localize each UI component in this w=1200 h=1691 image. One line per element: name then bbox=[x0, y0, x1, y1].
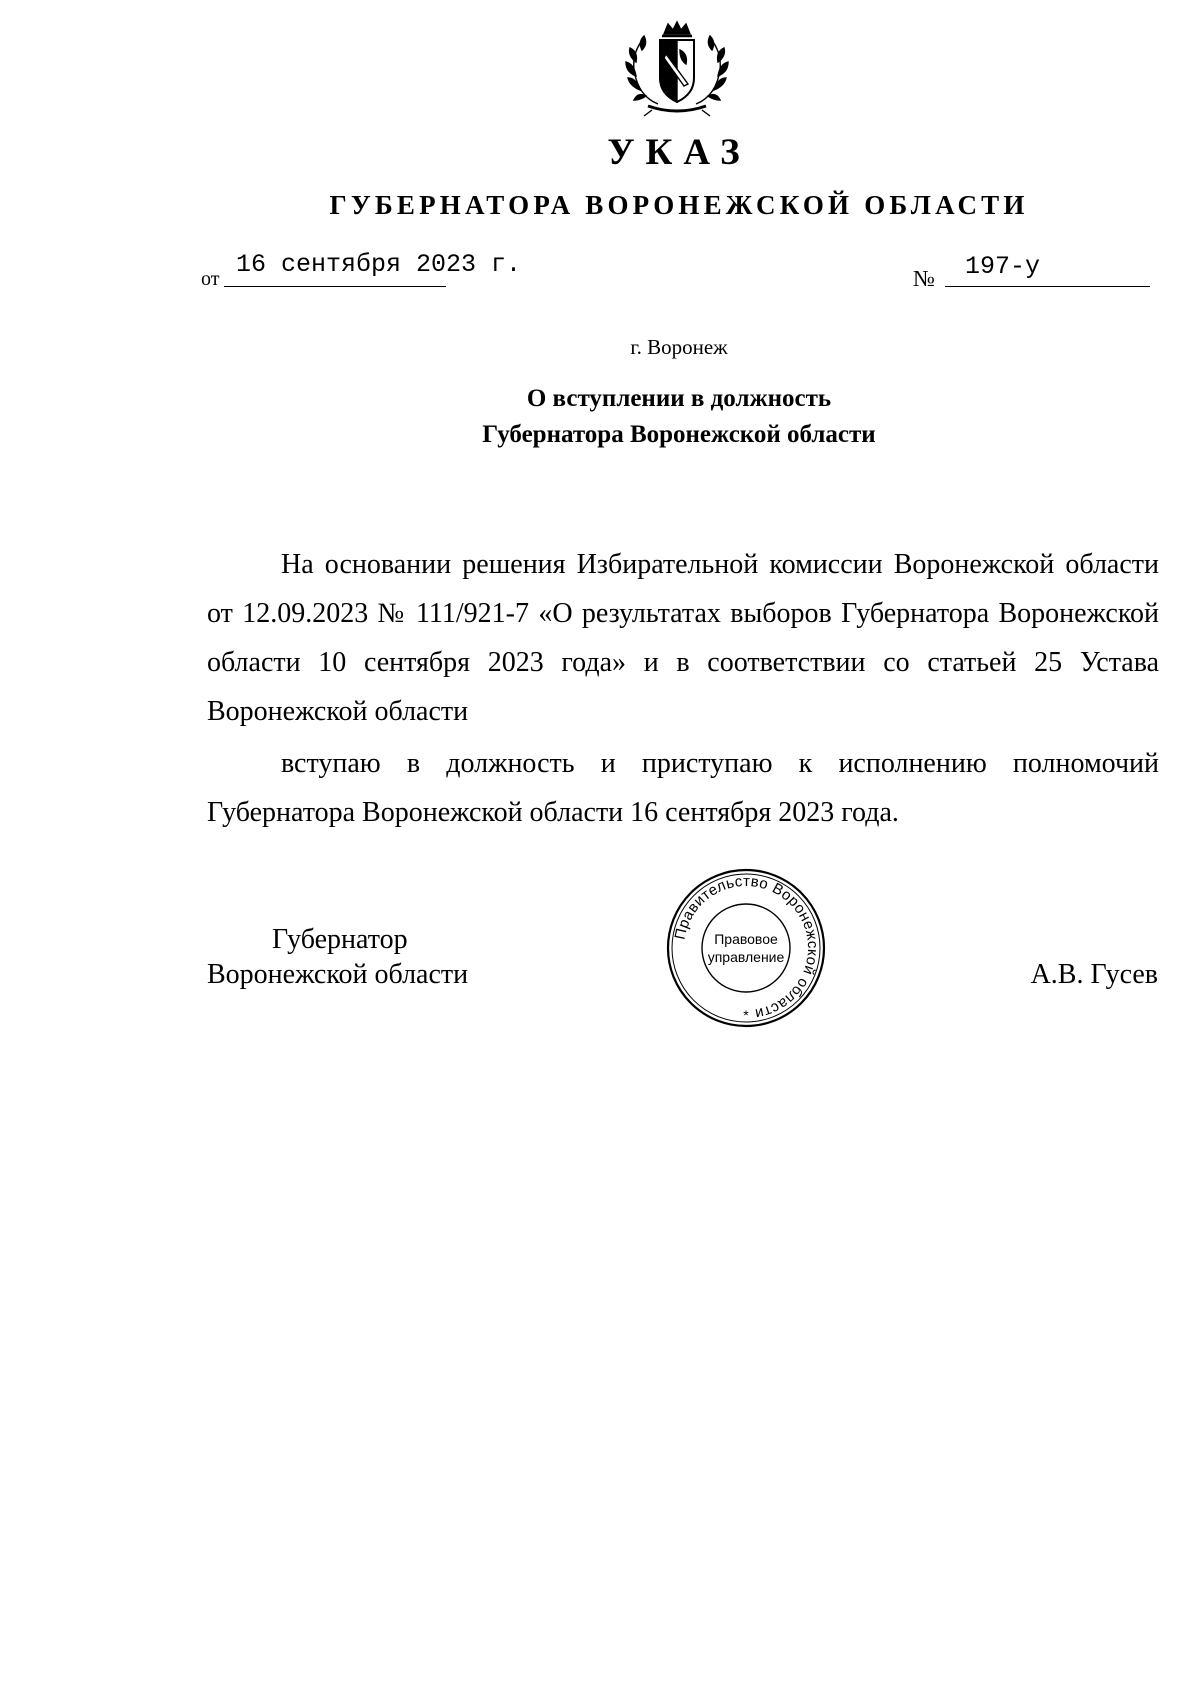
seal-center-line-1: Правовое bbox=[714, 931, 778, 947]
date-underline bbox=[224, 286, 446, 287]
coat-of-arms-icon bbox=[618, 20, 736, 120]
subject-line-2: Губернатора Воронежской области bbox=[482, 421, 876, 448]
body-paragraph-1: На основании решения Избирательной комиссии Воронежской области от 12.09.2023 № 111/921-7 «О результатах выборов Губернатора Воронежской области 10 сентября 2023 года» и в соответствии со статьей 25 Устава Воронежской области bbox=[207, 549, 1159, 727]
date-prefix: от bbox=[201, 268, 220, 290]
city-label: г. Воронеж bbox=[630, 335, 728, 359]
document-type-title: УКАЗ bbox=[607, 132, 751, 173]
signer-position-line-1: Губернатор bbox=[272, 924, 408, 955]
signer-position-line-2: Воронежской области bbox=[207, 959, 469, 990]
seal-ring-text: Правительство Воронежской области bbox=[671, 872, 822, 1023]
document-date: 16 сентября 2023 г. bbox=[236, 250, 522, 279]
signer-position bbox=[207, 922, 468, 992]
number-underline bbox=[945, 286, 1150, 287]
subject-line-1: О вступлении в должность bbox=[526, 385, 832, 412]
body-paragraph-2: вступаю в должность и приступаю к исполнению полномочий Губернатора Воронежской области 16 сентября 2023 года. bbox=[207, 748, 1159, 828]
seal-center-line-2: управление bbox=[707, 949, 785, 965]
document-number: 197-у bbox=[965, 252, 1041, 281]
seal-star: * bbox=[743, 1007, 749, 1023]
signer-name: А.В. Гусев bbox=[1030, 959, 1158, 990]
document-subject bbox=[0, 381, 1200, 453]
issuer-title: ГУБЕРНАТОРА ВОРОНЕЖСКОЙ ОБЛАСТИ bbox=[329, 190, 1029, 220]
document-body bbox=[207, 540, 1159, 837]
number-prefix: № bbox=[913, 266, 935, 291]
official-seal-stamp bbox=[664, 866, 828, 1030]
